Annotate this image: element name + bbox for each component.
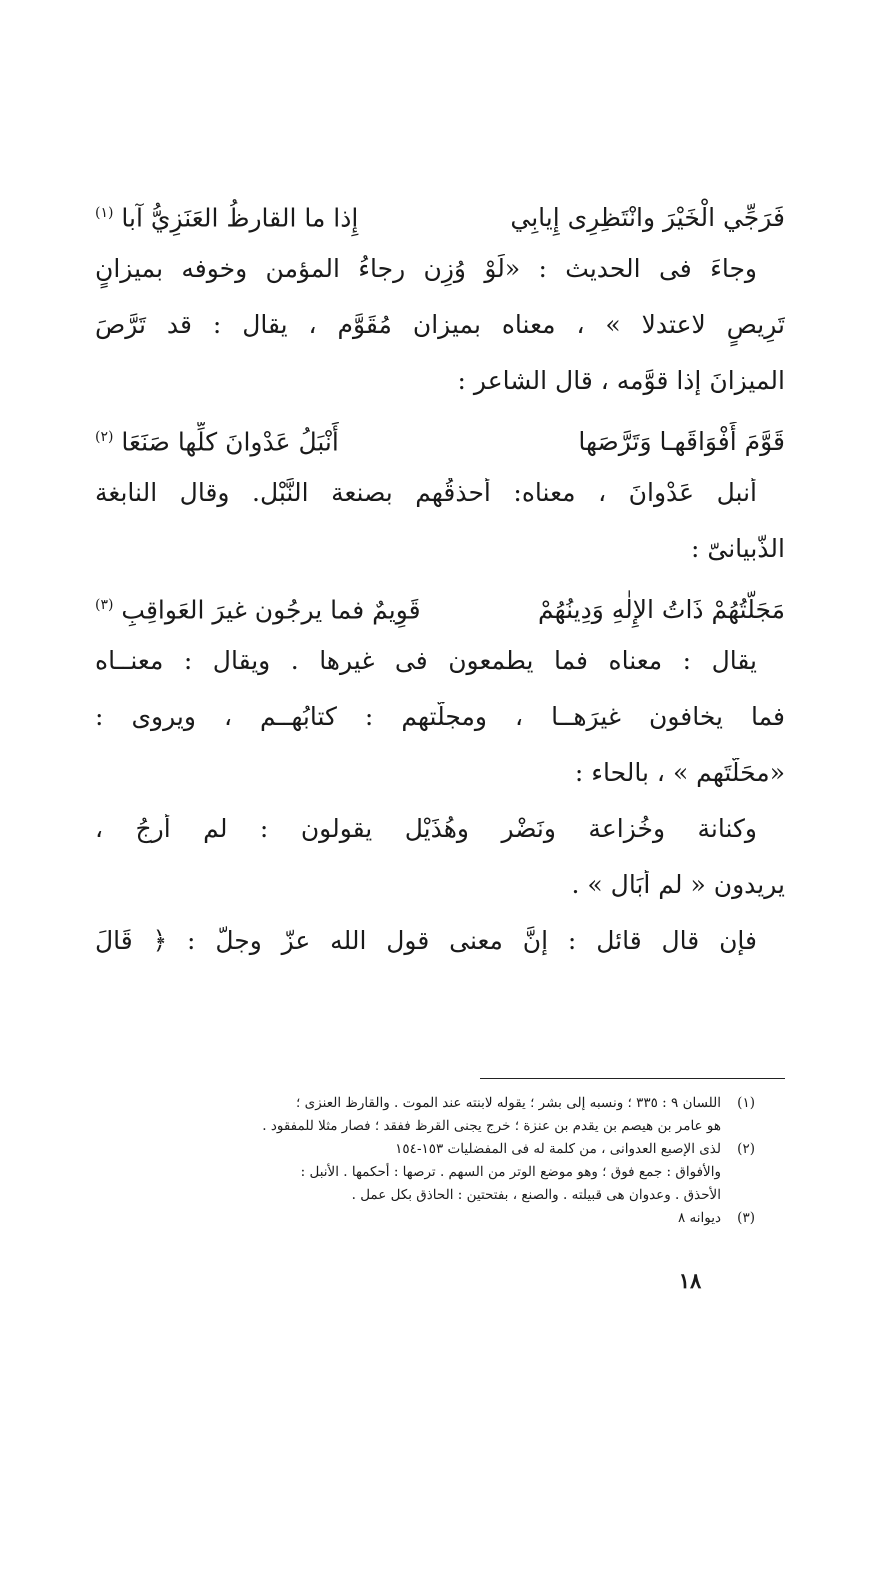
- verse-2-second-hemistich: [95, 422, 339, 457]
- paragraph-line: يريدون « لم أُبَال » .: [571, 870, 785, 899]
- verse-2-second-text: أَنْبَلُ عَدْوانَ كلِّها صَنَعَا: [121, 427, 339, 457]
- paragraph-line: فإن قال قائل : إنَّ معنى قول الله عزّ وجلّ : ﴿ قَالَ: [95, 926, 757, 955]
- footnote-3-number: (٣): [737, 1210, 755, 1226]
- verse-3-first-hemistich: مَجَلَّتُهُمْ ذَاتُ الإِلٰهِ وَدِينُهُمْ: [537, 595, 785, 625]
- footnote-ref-2: (٢): [95, 429, 114, 445]
- footnote-2-continued: والأفواق : جمع فوق ؛ وهو موضع الوتر من السهم . ترصها : أحكمها . الأنبل :: [300, 1164, 721, 1180]
- verse-1: [95, 198, 785, 254]
- paragraph-line: «محَلَّتَهم » ، بالحاء :: [574, 758, 785, 787]
- footnote-1-number: (١): [737, 1095, 755, 1111]
- verse-1-second-hemistich: [95, 198, 358, 233]
- footnote-1-text: اللسان ٩ : ٣٣٥ ؛ ونسبه إلى بشر ؛ يقوله لابنته عند الموت . والقارظ العنزى ؛: [296, 1095, 721, 1111]
- footnote-3: [95, 1207, 755, 1230]
- footnote-1: [95, 1092, 755, 1115]
- main-text: [95, 198, 785, 982]
- footnote-2: [95, 1138, 755, 1161]
- footnote-2-continued: الأحذق . وعدوان هى قبيلته . والصنع ، بفتحتين : الحاذق بكل عمل .: [351, 1187, 721, 1203]
- paragraph-line: وكنانة وخُزاعة ونَضْر وهُذَيْل يقولون : لم أَرجُ ،: [95, 814, 757, 843]
- verse-2: [95, 422, 785, 478]
- footnote-separator: [480, 1078, 785, 1079]
- footnote-1-continued: هو عامر بن هيصم بن يقدم بن عنزة ؛ خرج يجنى القرظ ففقد ؛ فصار مثلا للمفقود .: [262, 1118, 721, 1134]
- paragraph-line: الميزانَ إذا قوَّمه ، قال الشاعر :: [457, 366, 785, 395]
- paragraph-line: وجاءَ فى الحديث : «لَوْ وُزِن رجاءُ المؤمن وخوفه بميزانٍ: [95, 254, 757, 283]
- paragraph-line: الذّبيانىّ :: [691, 534, 785, 563]
- verse-1-second-text: إِذا ما القارظُ العَنَزِيُّ آبا: [121, 203, 359, 233]
- verse-1-first-hemistich: فَرَجِّي الْخَيْرَ وانْتَظِرِى إِيابِي: [510, 203, 785, 233]
- footnote-ref-1: (١): [95, 205, 114, 221]
- verse-3-second-text: قَوِيمٌ فما يرجُون غيرَ العَواقِبِ: [121, 595, 421, 625]
- paragraph-line: تَرِيصٍ لاعتدلا » ، معناه بميزان مُقَوَّم ، يقال : قد تَرَّصَ: [95, 310, 785, 339]
- paragraph-line: أنبل عَدْوانَ ، معناه: أحذقُهم بصنعة النَّبْل. وقال النابغة: [95, 478, 757, 507]
- page-number: ١٨: [678, 1268, 702, 1293]
- footnote-3-text: ديوانه ٨: [677, 1210, 721, 1226]
- footnote-2-text: لذى الإصبع العدوانى ، من كلمة له فى المفضليات ١٥٣-١٥٤: [395, 1141, 721, 1157]
- verse-3-second-hemistich: [95, 590, 421, 625]
- paragraph-line: يقال : معناه فما يطمعون فى غيرها . ويقال : معنــاه: [95, 646, 757, 675]
- footnotes: [95, 1092, 755, 1230]
- footnote-2-number: (٢): [737, 1141, 755, 1157]
- footnote-ref-3: (٣): [95, 597, 114, 613]
- paragraph-line: فما يخافون غيرَهــا ، ومجلّتهم : كتابُهــم ، ويروى :: [95, 702, 785, 731]
- verse-3: [95, 590, 785, 646]
- verse-2-first-hemistich: قَوَّمَ أَفْوَاقَهـا وَتَرَّصَها: [578, 427, 785, 457]
